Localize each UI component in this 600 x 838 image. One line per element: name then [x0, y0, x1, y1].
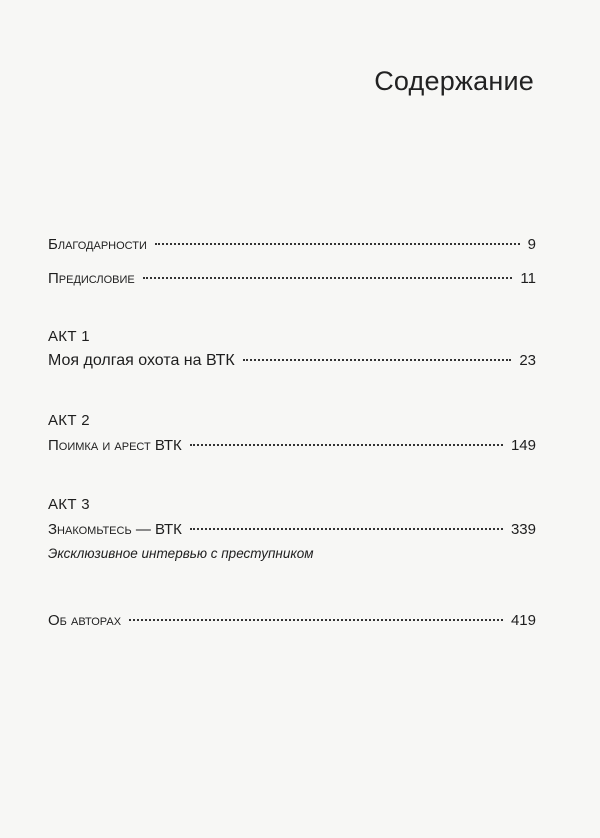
- leader-dots: [143, 277, 513, 279]
- toc-entry-label: Предисловие: [48, 270, 135, 287]
- leader-dots: [243, 359, 512, 361]
- leader-dots: [129, 619, 503, 621]
- toc-entry-act2[interactable]: [48, 437, 536, 454]
- toc-entry-label: Знакомьтесь — ВТК: [48, 521, 182, 538]
- toc-entry-page: 23: [519, 352, 536, 369]
- toc-entry-foreword[interactable]: [48, 270, 536, 287]
- toc-entry-subtitle: Эксклюзивное интервью с преступником: [48, 546, 314, 561]
- toc-entry-act3[interactable]: [48, 521, 536, 538]
- toc-entry-page: 339: [510, 521, 536, 538]
- leader-dots: [155, 243, 520, 245]
- act-heading-3: АКТ 3: [48, 496, 90, 513]
- toc-entry-acknowledgements[interactable]: [48, 236, 536, 253]
- toc-entry-page: 9: [527, 236, 536, 253]
- leader-dots: [190, 528, 503, 530]
- toc-entry-act1[interactable]: [48, 352, 536, 370]
- show-through-text: [350, 58, 357, 89]
- toc-entry-label: Благодарности: [48, 236, 147, 253]
- page-title: Содержание: [374, 66, 534, 96]
- toc-entry-page: 419: [510, 612, 536, 629]
- toc-entry-page: 149: [510, 437, 536, 454]
- toc-entry-authors[interactable]: [48, 612, 536, 629]
- toc-entry-page: 11: [520, 270, 536, 287]
- toc-entry-label: Об авторах: [48, 612, 122, 629]
- act-heading-1: АКТ 1: [48, 328, 90, 345]
- act-heading-2: АКТ 2: [48, 412, 90, 429]
- toc-entry-label: Моя долгая охота на ВТК: [48, 352, 235, 369]
- leader-dots: [190, 444, 503, 446]
- toc-entry-label: Поимка и арест ВТК: [48, 437, 182, 454]
